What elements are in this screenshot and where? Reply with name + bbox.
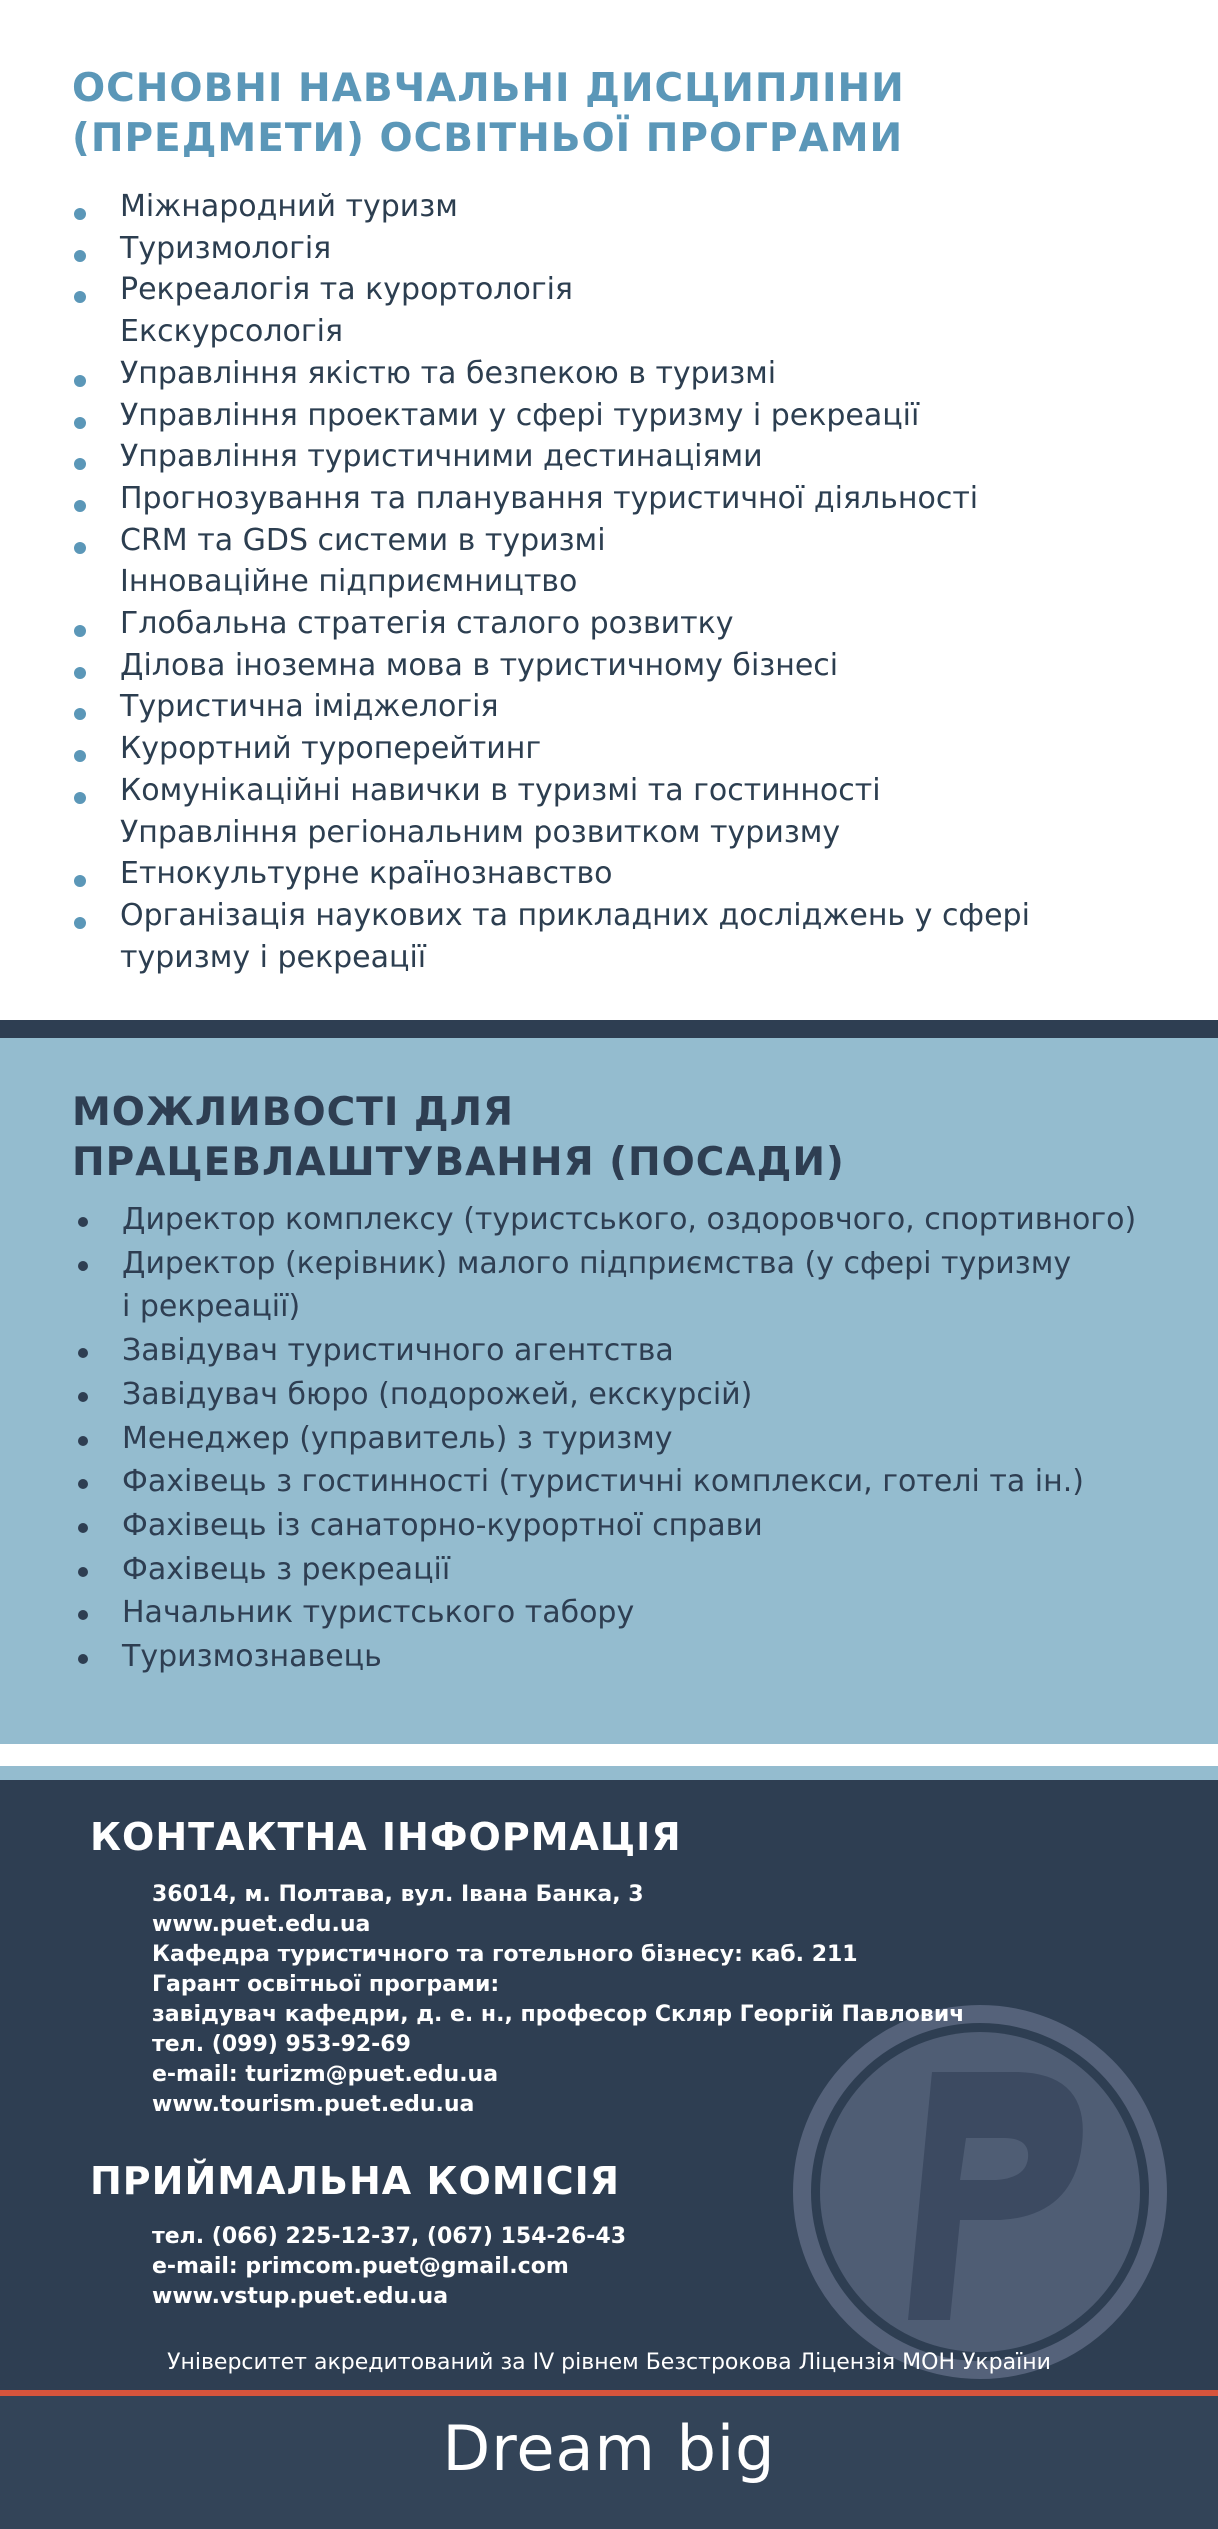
- bullet-icon: [74, 750, 86, 762]
- bullet-icon: [74, 708, 86, 720]
- bullet-icon: [74, 375, 86, 387]
- contacts-list: [152, 1880, 1152, 2120]
- careers-title-line2: ПРАЦЕВЛАШТУВАННЯ (ПОСАДИ): [72, 1140, 845, 1185]
- careers-section: [0, 1038, 1218, 1744]
- bullet-icon: [74, 208, 86, 220]
- admissions-email-link[interactable]: e-mail: primcom.puet@gmail.com: [152, 2254, 569, 2279]
- bullet-icon: [78, 1523, 88, 1533]
- subjects-title-line1: ОСНОВНІ НАВЧАЛЬНІ ДИСЦИПЛІНИ: [72, 66, 905, 111]
- contacts-section: [0, 1780, 1218, 2390]
- list-item: CRM та GDS системи в туризмі: [72, 520, 1172, 562]
- bullet-icon: [74, 500, 86, 512]
- section-divider: [0, 1766, 1218, 1780]
- bullet-icon: [78, 1261, 88, 1271]
- list-item: Курортний туроперейтинг: [72, 728, 1172, 770]
- list-item: Ділова іноземна мова в туристичному бізнесі: [72, 645, 1172, 687]
- list-item: Туризмознавець: [72, 1635, 1172, 1679]
- admissions-list: [152, 2222, 1152, 2312]
- list-item: Директор (керівник) малого підприємства (у сфері туризму: [72, 1242, 1172, 1286]
- bullet-icon: [74, 667, 86, 679]
- list-item: Туризмологія: [72, 228, 1172, 270]
- contacts-title: КОНТАКТНА ІНФОРМАЦІЯ: [90, 1815, 682, 1859]
- list-item: Начальник туристського табору: [72, 1591, 1172, 1635]
- bullet-icon: [78, 1610, 88, 1620]
- list-item: Фахівець з гостинності (туристичні комплекси, готелі та ін.): [72, 1460, 1172, 1504]
- bullet-icon: [74, 250, 86, 262]
- bullet-icon: [78, 1436, 88, 1446]
- admissions-phone: тел. (066) 225-12-37, (067) 154-26-43: [152, 2224, 627, 2249]
- bullet-icon: [78, 1217, 88, 1227]
- contact-department: Кафедра туристичного та готельного бізнесу: каб. 211: [152, 1942, 858, 1967]
- bullet-icon: [74, 291, 86, 303]
- bullet-icon: [78, 1348, 88, 1358]
- bullet-icon: [78, 1567, 88, 1577]
- list-item: Управління якістю та безпекою в туризмі: [72, 353, 1172, 395]
- list-item: Комунікаційні навички в туризмі та гостинності: [72, 770, 1172, 812]
- list-item: Завідувач туристичного агентства: [72, 1329, 1172, 1373]
- list-item: Інноваційне підприємництво: [120, 564, 578, 600]
- bullet-icon: [78, 1654, 88, 1664]
- list-item: Рекреалогія та курортологія: [72, 269, 1172, 311]
- list-item: Фахівець з рекреації: [72, 1548, 1172, 1592]
- bullet-icon: [74, 792, 86, 804]
- bullet-icon: [74, 417, 86, 429]
- subjects-section: [0, 0, 1218, 1020]
- accreditation-text: Університет акредитований за IV рівнем Безстрокова Ліцензія МОН України: [167, 2350, 1051, 2375]
- list-item: Прогнозування та планування туристичної діяльності: [72, 478, 1172, 520]
- section-divider: [0, 1020, 1218, 1038]
- list-item: Менеджер (управитель) з туризму: [72, 1417, 1172, 1461]
- list-item: Туристична іміджелогія: [72, 686, 1172, 728]
- list-item: і рекреації): [122, 1289, 301, 1325]
- list-item: Екскурсологія: [120, 314, 344, 350]
- list-item: Фахівець із санаторно-курортної справи: [72, 1504, 1172, 1548]
- careers-list: [72, 1198, 1172, 1679]
- contact-tourism-site-link[interactable]: www.tourism.puet.edu.ua: [152, 2092, 475, 2117]
- contact-email-link[interactable]: e-mail: turizm@puet.edu.ua: [152, 2062, 499, 2087]
- contact-website-link[interactable]: www.puet.edu.ua: [152, 1912, 371, 1937]
- bullet-icon: [78, 1392, 88, 1402]
- list-item: Завідувач бюро (подорожей, екскурсій): [72, 1373, 1172, 1417]
- list-item: туризму і рекреації: [120, 939, 427, 975]
- contact-phone: тел. (099) 953-92-69: [152, 2032, 411, 2057]
- list-item: Управління проектами у сфері туризму і рекреації: [72, 395, 1172, 437]
- list-item: Етнокультурне країнознавство: [72, 853, 1172, 895]
- list-item: Управління регіональним розвитком туризму: [120, 814, 841, 850]
- contact-guarantor-name: завідувач кафедри, д. е. н., професор Скляр Георгій Павлович: [152, 2002, 965, 2027]
- contact-address: 36014, м. Полтава, вул. Івана Банка, 3: [152, 1882, 644, 1907]
- careers-title-line1: МОЖЛИВОСТІ ДЛЯ: [72, 1090, 515, 1135]
- list-item: Директор комплексу (туристського, оздоровчого, спортивного): [72, 1198, 1172, 1242]
- section-gap: [0, 1744, 1218, 1766]
- contact-guarantor-label: Гарант освітньої програми:: [152, 1972, 500, 1997]
- subjects-list: [72, 186, 1172, 978]
- admissions-title: ПРИЙМАЛЬНА КОМІСІЯ: [90, 2159, 621, 2203]
- list-item: Міжнародний туризм: [72, 186, 1172, 228]
- bullet-icon: [74, 875, 86, 887]
- list-item: Управління туристичними дестинаціями: [72, 436, 1172, 478]
- subjects-title-line2: (ПРЕДМЕТИ) ОСВІТНЬОЇ ПРОГРАМИ: [72, 116, 904, 161]
- subjects-title: [72, 64, 1172, 164]
- bullet-icon: [78, 1479, 88, 1489]
- bullet-icon: [74, 542, 86, 554]
- list-item: Глобальна стратегія сталого розвитку: [72, 603, 1172, 645]
- footer: [0, 2396, 1218, 2529]
- bullet-icon: [74, 458, 86, 470]
- admissions-website-link[interactable]: www.vstup.puet.edu.ua: [152, 2284, 449, 2309]
- list-item: Організація наукових та прикладних досліджень у сфері: [72, 895, 1172, 937]
- bullet-icon: [74, 917, 86, 929]
- careers-title: [72, 1088, 1172, 1188]
- slogan: Dream big: [442, 2412, 776, 2485]
- bullet-icon: [74, 625, 86, 637]
